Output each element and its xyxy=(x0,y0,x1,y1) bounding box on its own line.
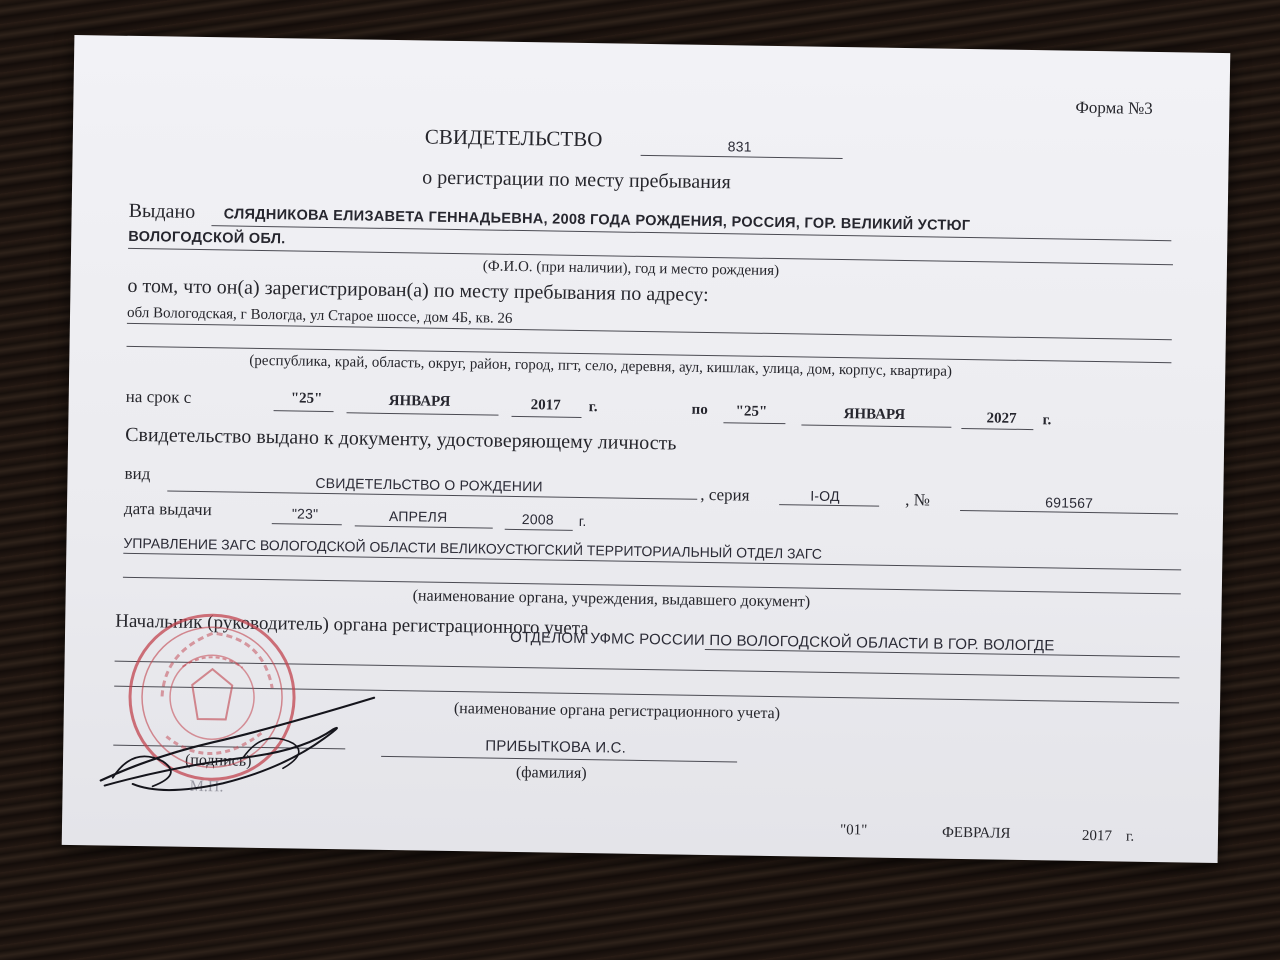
document-issue-year-line xyxy=(505,529,573,531)
term-to-year-line xyxy=(961,428,1033,430)
issue-date-suffix: г. xyxy=(1125,828,1135,845)
address-underline xyxy=(127,323,1172,340)
stamp-label: М.П. xyxy=(189,777,224,796)
document-number-value: 691567 xyxy=(1045,494,1094,512)
certificate-number-line xyxy=(641,155,843,159)
surname-caption: (фамилия) xyxy=(515,763,587,783)
document-issue-month-line xyxy=(355,525,493,528)
document-type-value: СВИДЕТЕЛЬСТВО О РОЖДЕНИИ xyxy=(315,474,543,495)
document-issue-day-line xyxy=(272,523,342,525)
term-label: на срок с xyxy=(125,386,192,407)
issue-date-day: "01" xyxy=(839,822,868,839)
term-from-month: ЯНВАРЯ xyxy=(388,392,451,410)
document-type-label: вид xyxy=(124,463,151,484)
term-from-year-line xyxy=(511,416,581,418)
term-from-day-line xyxy=(274,410,334,412)
document-issue-month: АПРЕЛЯ xyxy=(388,507,448,525)
issued-caption: (Ф.И.О. (при наличии), год и место рождения) xyxy=(482,258,780,280)
document-issue-year: 2008 xyxy=(521,511,554,528)
registration-label: Начальник (руководитель) органа регистрационного учета xyxy=(115,610,589,640)
term-to-month: ЯНВАРЯ xyxy=(843,406,906,424)
document-number-label: , № xyxy=(905,490,931,510)
issue-date-year: 2017 xyxy=(1081,827,1113,845)
document-label: Свидетельство выдано к документу, удостоверяющему личность xyxy=(124,423,677,455)
registration-value: ОТДЕЛОМ УФМС РОССИИ ПО ВОЛОГОДСКОЙ ОБЛАСТИ В ГОР. ВОЛОГДЕ xyxy=(509,628,1055,655)
document-issue-label: дата выдачи xyxy=(123,498,212,520)
document-issuer: УПРАВЛЕНИЕ ЗАГС ВОЛОГОДСКОЙ ОБЛАСТИ ВЕЛИКОУСТЮГСКИЙ ТЕРРИТОРИАЛЬНЫЙ ОТДЕЛ ЗАГС xyxy=(123,534,823,562)
certificate-subtitle: о регистрации по месту пребывания xyxy=(422,166,731,194)
term-to-month-line xyxy=(801,424,951,427)
certificate-title: СВИДЕТЕЛЬСТВО xyxy=(424,124,603,152)
issue-date-month: ФЕВРАЛЯ xyxy=(941,824,1011,842)
term-to-label: по xyxy=(691,401,708,418)
handwritten-signature-icon xyxy=(92,685,384,800)
certificate-number: 831 xyxy=(727,138,752,155)
certificate-sheet xyxy=(62,35,1231,863)
term-to-year: 2027 xyxy=(986,410,1017,427)
document-issuer-caption: (наименование органа, учреждения, выдавшего документ) xyxy=(412,587,811,611)
surname-underline xyxy=(381,756,737,763)
term-to-day: "25" xyxy=(735,403,768,420)
term-from-day: "25" xyxy=(290,390,323,407)
address-caption: (республика, край, область, округ, район, город, пгт, село, деревня, аул, кишлак, улица, дом, корпус, квартира) xyxy=(249,352,953,380)
address-value: обл Вологодская, г Вологда, ул Старое шоссе, дом 4Б, кв. 26 xyxy=(126,304,513,327)
registration-caption: (наименование органа регистрационного учета) xyxy=(453,700,781,723)
document-issue-suffix: г. xyxy=(578,512,587,530)
term-to-day-line xyxy=(723,422,785,424)
term-from-month-line xyxy=(347,412,499,415)
address-label: о том, что он(а) зарегистрирован(а) по месту пребывания по адресу: xyxy=(127,274,709,306)
document-series-value: I-ОД xyxy=(810,487,840,505)
issued-name-line1: СЛЯДНИКОВА ЕЛИЗАВЕТА ГЕННАДЬЕВНА, 2008 ГОДА РОЖДЕНИЯ, РОССИЯ, ГОР. ВЕЛИКИЙ УСТЮГ xyxy=(223,206,971,235)
document-issue-day: "23" xyxy=(291,505,319,522)
signature-caption: (подпись) xyxy=(184,751,252,770)
issued-name-line2: ВОЛОГОДСКОЙ ОБЛ. xyxy=(128,228,286,248)
term-to-year-suffix: г. xyxy=(1042,412,1052,429)
form-number: Форма №3 xyxy=(1075,97,1153,118)
surname-value: ПРИБЫТКОВА И.С. xyxy=(485,737,627,757)
issued-label: Выдано xyxy=(128,199,196,223)
term-from-year: 2017 xyxy=(530,397,561,414)
document-series-underline xyxy=(779,504,879,507)
document-series-label: , серия xyxy=(700,484,750,505)
term-from-year-suffix: г. xyxy=(588,399,598,416)
